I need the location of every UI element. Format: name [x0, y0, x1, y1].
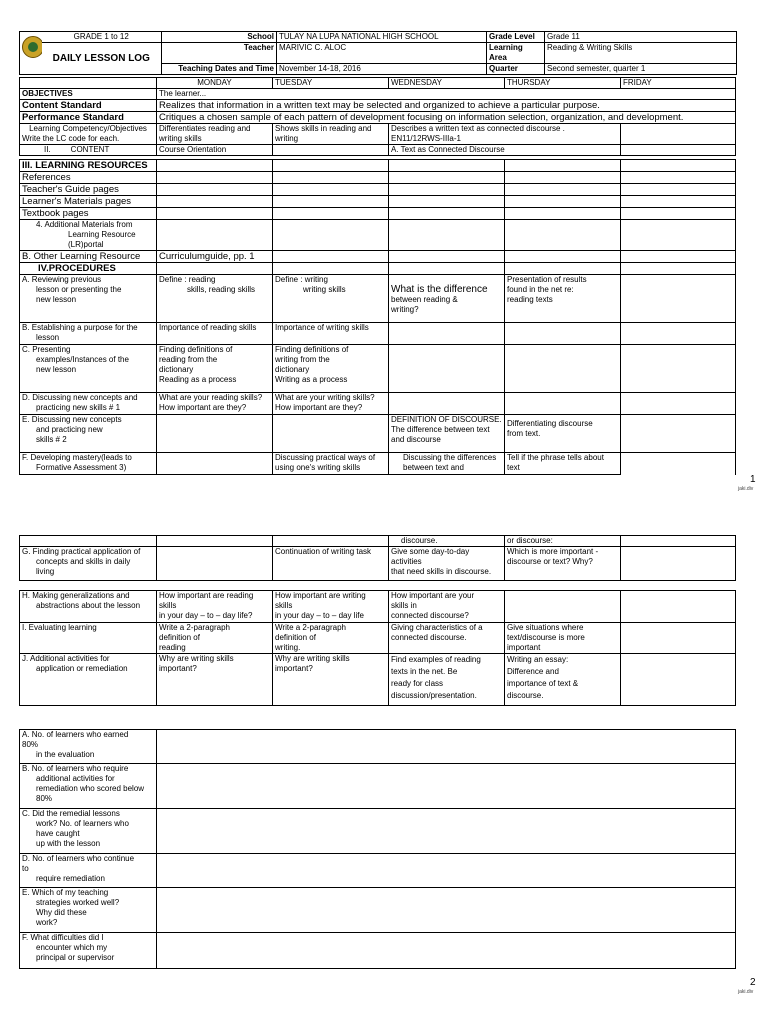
- reflection-f-label: F. What difficulties did I encounter which my principal or supervisor: [20, 933, 157, 969]
- continued-wednesday: discourse.: [389, 536, 505, 547]
- proc-j-monday: Why are writing skills important?: [157, 654, 273, 706]
- resources-label: III. LEARNING RESOURCES: [20, 160, 157, 172]
- proc-c-monday: Finding definitions of reading from the dictionary Reading as a process: [157, 345, 273, 393]
- corner-cell: [20, 78, 157, 89]
- proc-i-wednesday: Giving characteristics of a connected discourse.: [389, 623, 505, 654]
- page-number-2: 2: [750, 977, 756, 988]
- objectives-label: OBJECTIVES: [20, 89, 157, 100]
- proc-a-wednesday: What is the difference between reading & writing?: [389, 275, 505, 323]
- dates-label: Teaching Dates and Time: [162, 64, 277, 75]
- seal-icon: [22, 36, 42, 58]
- proc-h-monday: How important are reading skills in your day – to – day life?: [157, 591, 273, 623]
- proc-a-tuesday: Define : writing writing skills: [273, 275, 389, 323]
- quarter-value: Second semester, quarter 1: [545, 64, 737, 75]
- page-mark-2: jaki.div: [738, 989, 754, 995]
- content-monday: Course Orientation: [157, 145, 273, 156]
- proc-i-tuesday: Write a 2-paragraph definition of writing.: [273, 623, 389, 654]
- proc-f-tuesday: Discussing practical ways of using one's writing skills: [273, 453, 389, 475]
- textbook-label: Textbook pages: [20, 208, 157, 220]
- dates-value: November 14-18, 2016: [277, 64, 487, 75]
- proc-h-label: H. Making generalizations and abstractions about the lesson: [20, 591, 157, 623]
- day-header-thursday: THURSDAY: [505, 78, 621, 89]
- log-title: DAILY LESSON LOG: [42, 43, 162, 75]
- proc-f-label: F. Developing mastery(leads to Formative Assessment 3): [20, 453, 157, 475]
- proc-g-tuesday: Continuation of writing task: [273, 547, 389, 581]
- lesson-table-page2: [19, 535, 736, 706]
- reflection-table: [19, 729, 736, 969]
- continued-thursday: or discourse:: [505, 536, 621, 547]
- proc-a-label: A. Reviewing previous lesson or presenting the new lesson: [20, 275, 157, 323]
- proc-a-thursday: Presentation of results found in the net re: reading texts: [505, 275, 621, 323]
- proc-g-thursday: Which is more important - discourse or text? Why?: [505, 547, 621, 581]
- competency-wednesday: Describes a written text as connected discourse . EN11/12RWS-IIIa-1: [389, 124, 621, 145]
- page-mark-1: jaki.div: [738, 486, 754, 492]
- proc-b-monday: Importance of reading skills: [157, 323, 273, 345]
- reflection-d-label: D. No. of learners who continue to require remediation: [20, 854, 157, 888]
- performance-standard-text: Critiques a chosen sample of each pattern of development focusing on information selection, organization, and development.: [157, 112, 736, 124]
- proc-j-label: J. Additional activities for application or remediation: [20, 654, 157, 706]
- teachers-guide-label: Teacher's Guide pages: [20, 184, 157, 196]
- proc-d-monday: What are your reading skills? How important are they?: [157, 393, 273, 415]
- header-table: [19, 31, 737, 75]
- proc-c-label: C. Presenting examples/Instances of the new lesson: [20, 345, 157, 393]
- proc-e-wednesday: DEFINITION OF DISCOURSE. The difference between text and discourse: [389, 415, 505, 453]
- competency-tuesday: Shows skills in reading and writing: [273, 124, 389, 145]
- page-number-1: 1: [750, 474, 756, 485]
- competency-label: Learning Competency/Objectives Write the LC code for each.: [20, 124, 157, 145]
- day-header-monday: MONDAY: [157, 78, 273, 89]
- learning-area-value: Reading & Writing Skills: [545, 43, 737, 64]
- objectives-text: The learner...: [157, 89, 736, 100]
- other-resource-label: B. Other Learning Resource: [20, 251, 157, 263]
- proc-j-wednesday: Find examples of reading texts in the net. Be ready for class discussion/presentation.: [389, 654, 505, 706]
- references-label: References: [20, 172, 157, 184]
- learning-area-label: Learning Area: [487, 43, 545, 64]
- reflection-a-label: A. No. of learners who earned 80% in the evaluation: [20, 730, 157, 764]
- grade-level-value: Grade 11: [545, 32, 737, 43]
- school-value: TULAY NA LUPA NATIONAL HIGH SCHOOL: [277, 32, 487, 43]
- competency-monday: Differentiates reading and writing skills: [157, 124, 273, 145]
- content-label: II. CONTENT: [20, 145, 157, 156]
- grade-level-label: Grade Level: [487, 32, 545, 43]
- teacher-value: MARIVIC C. ALOC: [277, 43, 487, 64]
- day-header-wednesday: WEDNESDAY: [389, 78, 505, 89]
- proc-b-label: B. Establishing a purpose for the lesson: [20, 323, 157, 345]
- proc-g-wednesday: Give some day-to-day activities that need skills in discourse.: [389, 547, 505, 581]
- content-standard-label: Content Standard: [20, 100, 157, 112]
- proc-i-label: I. Evaluating learning: [20, 623, 157, 654]
- proc-i-monday: Write a 2-paragraph definition of reading: [157, 623, 273, 654]
- proc-h-tuesday: How important are writing skills in your day – to – day life: [273, 591, 389, 623]
- proc-h-wednesday: How important are your skills in connected discourse?: [389, 591, 505, 623]
- reflection-e-label: E. Which of my teaching strategies worked well? Why did these work?: [20, 888, 157, 933]
- learners-materials-label: Learner's Materials pages: [20, 196, 157, 208]
- proc-i-thursday: Give situations where text/discourse is more important: [505, 623, 621, 654]
- proc-g-label: G. Finding practical application of concepts and skills in daily living: [20, 547, 157, 581]
- other-resource-value: Curriculumguide, pp. 1: [157, 251, 273, 263]
- content-wednesday: A. Text as Connected Discourse: [389, 145, 621, 156]
- content-standard-text: Realizes that information in a written text may be selected and organized to achieve a particular purpose.: [157, 100, 736, 112]
- proc-e-thursday: Differentiating discourse from text.: [505, 415, 621, 453]
- additional-materials-label: 4. Additional Materials from Learning Resource (LR)portal: [20, 220, 157, 251]
- grade-range: GRADE 1 to 12: [42, 32, 162, 43]
- proc-b-tuesday: Importance of writing skills: [273, 323, 389, 345]
- proc-d-tuesday: What are your writing skills? How important are they?: [273, 393, 389, 415]
- proc-a-monday: Define : reading skills, reading skills: [157, 275, 273, 323]
- school-logo: [20, 32, 42, 75]
- day-header-friday: FRIDAY: [621, 78, 736, 89]
- lesson-table-page1: [19, 77, 736, 475]
- reflection-c-label: C. Did the remedial lessons work? No. of learners who have caught up with the lesson: [20, 809, 157, 854]
- proc-j-thursday: Writing an essay: Difference and importance of text & discourse.: [505, 654, 621, 706]
- proc-d-label: D. Discussing new concepts and practicing new skills # 1: [20, 393, 157, 415]
- proc-e-label: E. Discussing new concepts and practicing new skills # 2: [20, 415, 157, 453]
- school-label: School: [162, 32, 277, 43]
- performance-standard-label: Performance Standard: [20, 112, 157, 124]
- proc-f-thursday: Tell if the phrase tells about text: [505, 453, 621, 475]
- proc-j-tuesday: Why are writing skills important?: [273, 654, 389, 706]
- reflection-b-label: B. No. of learners who require additional activities for remediation who scored below 80%: [20, 764, 157, 809]
- procedures-label: IV.PROCEDURES: [20, 263, 157, 275]
- teacher-label: Teacher: [162, 43, 277, 64]
- quarter-label: Quarter: [487, 64, 545, 75]
- proc-c-tuesday: Finding definitions of writing from the dictionary Writing as a process: [273, 345, 389, 393]
- proc-f-wednesday: Discussing the differences between text and: [389, 453, 505, 475]
- day-header-tuesday: TUESDAY: [273, 78, 389, 89]
